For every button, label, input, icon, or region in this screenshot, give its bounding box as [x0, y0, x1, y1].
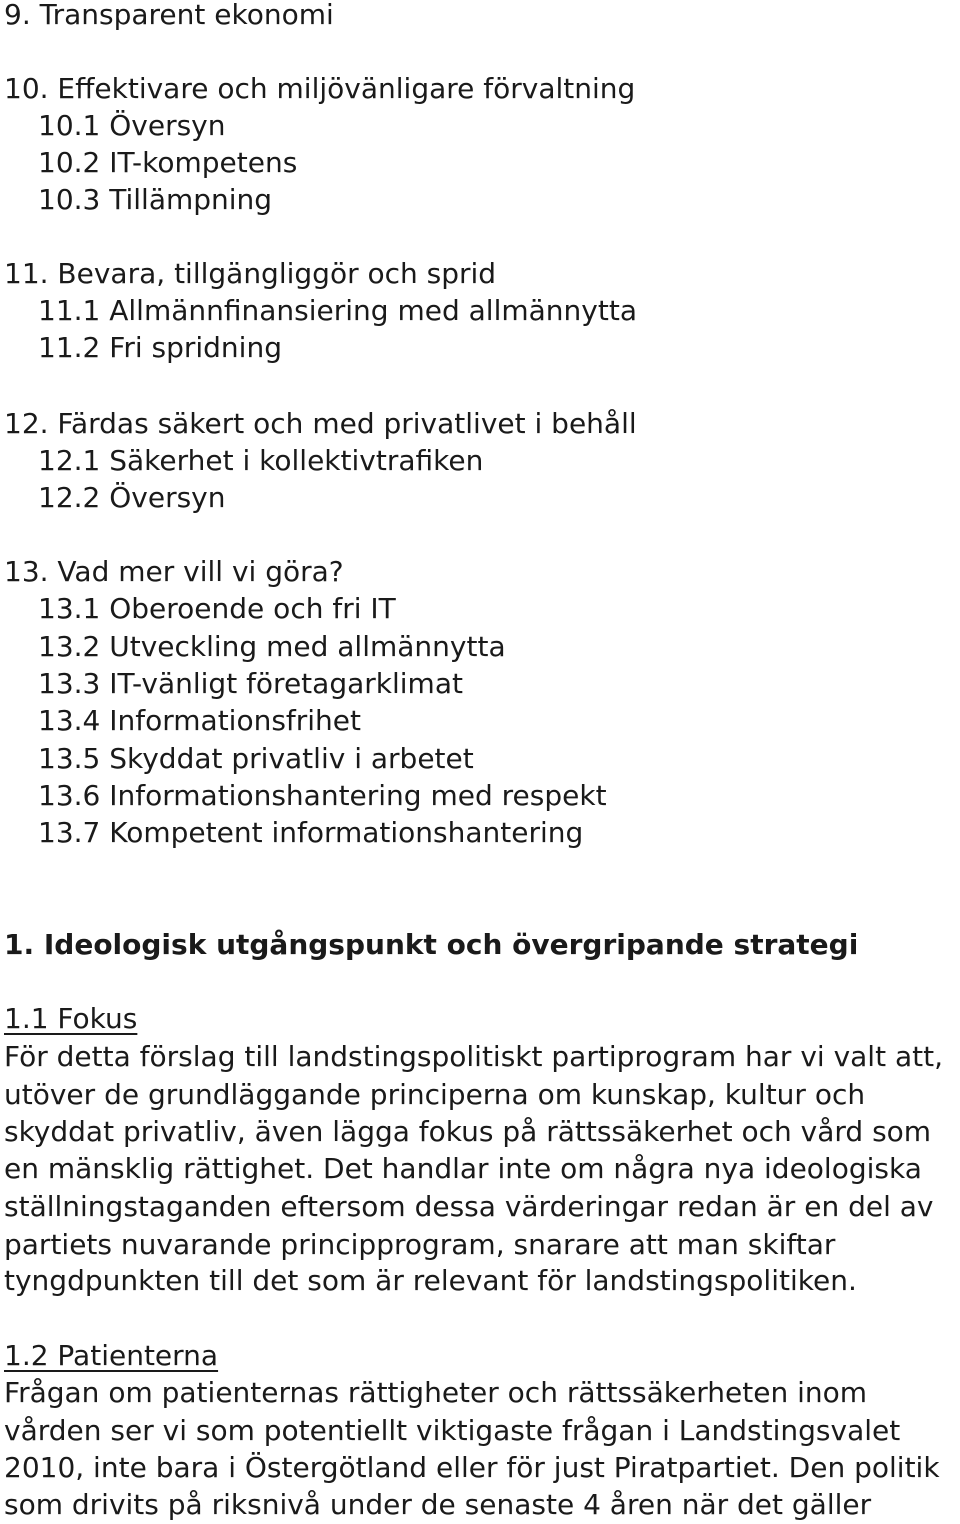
toc-item-11-1: 11.1 Allmännfinansiering med allmännytta	[38, 294, 637, 327]
paragraph-line: en mänsklig rättighet. Det handlar inte om några nya ideologiska	[4, 1152, 922, 1185]
paragraph-line: 2010, inte bara i Östergötland eller för just Piratpartiet. Den politik	[4, 1451, 940, 1484]
paragraph-line: ställningstaganden eftersom dessa värderingar redan är en del av	[4, 1190, 934, 1223]
paragraph-line: vården ser vi som potentiellt viktigaste frågan i Landstingsvalet	[4, 1414, 901, 1447]
section-title-1-2: 1.2 Patienterna	[4, 1339, 219, 1372]
toc-item-13-6: 13.6 Informationshantering med respekt	[38, 779, 607, 812]
toc-item-13-3: 13.3 IT-vänligt företagarklimat	[38, 667, 463, 700]
toc-item-13-7: 13.7 Kompetent informationshantering	[38, 816, 584, 849]
toc-item-12: 12. Färdas säkert och med privatlivet i behåll	[4, 407, 637, 440]
toc-item-13-2: 13.2 Utveckling med allmännytta	[38, 630, 506, 663]
toc-item-13-1: 13.1 Oberoende och fri IT	[38, 592, 396, 625]
toc-item-10-3: 10.3 Tillämpning	[38, 183, 273, 216]
toc-item-10: 10. Effektivare och miljövänligare förvaltning	[4, 72, 636, 105]
toc-item-12-1: 12.1 Säkerhet i kollektivtrafiken	[38, 444, 484, 477]
toc-item-11: 11. Bevara, tillgängliggör och sprid	[4, 257, 497, 290]
paragraph-line: För detta förslag till landstingspolitiskt partiprogram har vi valt att,	[4, 1040, 943, 1073]
paragraph-line: som drivits på riksnivå under de senaste 4 åren när det gäller	[4, 1488, 872, 1521]
toc-item-9: 9. Transparent ekonomi	[4, 0, 334, 31]
section-title-1-1: 1.1 Fokus	[4, 1002, 138, 1035]
toc-item-10-2: 10.2 IT-kompetens	[38, 146, 298, 179]
toc-item-13: 13. Vad mer vill vi göra?	[4, 555, 344, 588]
paragraph-line: utöver de grundläggande principerna om kunskap, kultur och	[4, 1078, 866, 1111]
toc-item-11-2: 11.2 Fri spridning	[38, 331, 282, 364]
toc-item-10-1: 10.1 Översyn	[38, 109, 226, 142]
toc-item-13-4: 13.4 Informationsfrihet	[38, 704, 362, 737]
paragraph-line: tyngdpunkten till det som är relevant för landstingspolitiken.	[4, 1264, 857, 1297]
paragraph-line: Frågan om patienternas rättigheter och rättssäkerheten inom	[4, 1376, 868, 1409]
toc-item-13-5: 13.5 Skyddat privatliv i arbetet	[38, 742, 474, 775]
toc-item-12-2: 12.2 Översyn	[38, 481, 226, 514]
paragraph-line: partiets nuvarande principprogram, snarare att man skiftar	[4, 1228, 836, 1261]
paragraph-line: skyddat privatliv, även lägga fokus på rättssäkerhet och vård som	[4, 1115, 932, 1148]
chapter-heading: 1. Ideologisk utgångspunkt och övergripande strategi	[4, 928, 859, 961]
